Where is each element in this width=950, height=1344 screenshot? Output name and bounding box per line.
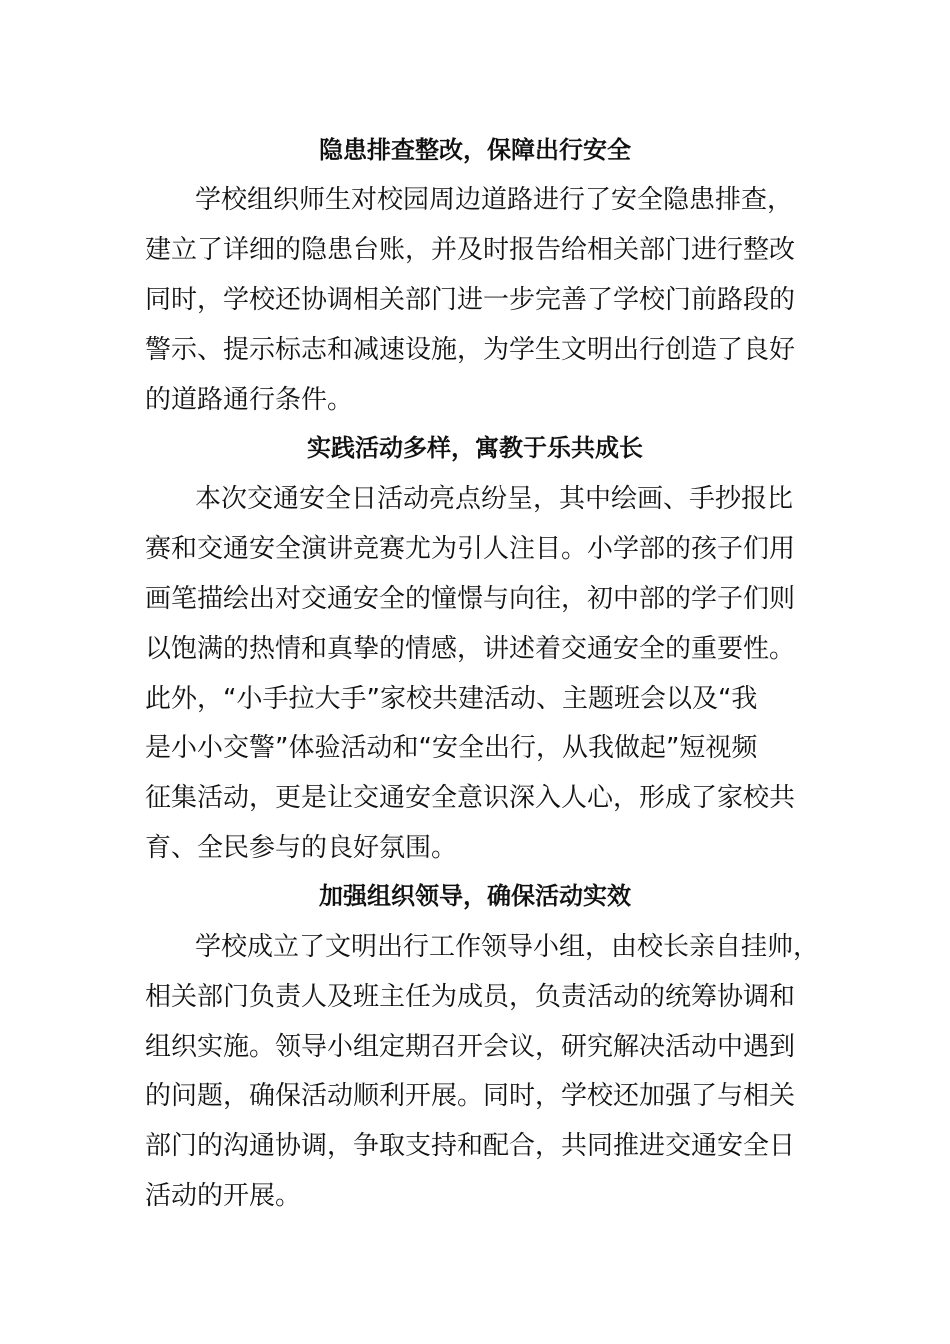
paragraph-line: 赛和交通安全演讲竞赛尤为引人注目。小学部的孩子们用: [145, 534, 796, 564]
paragraph-line: 的问题，确保活动顺利开展。同时，学校还加强了与相关: [145, 1081, 796, 1111]
paragraph-line: 活动的开展。: [145, 1181, 302, 1211]
paragraph-line: 育、全民参与的良好氛围。: [145, 833, 458, 863]
paragraph-line: 是小小交警”体验活动和“安全出行，从我做起”短视频: [145, 733, 758, 763]
paragraph-line: 同时，学校还协调相关部门进一步完善了学校门前路段的: [145, 285, 796, 315]
paragraph-line: 此外，“小手拉大手”家校共建活动、主题班会以及“我: [145, 684, 758, 714]
paragraph-line: 相关部门负责人及班主任为成员，负责活动的统筹协调和: [145, 982, 796, 1012]
paragraph-line: 征集活动，更是让交通安全意识深入人心，形成了家校共: [145, 783, 796, 813]
paragraph-line: 本次交通安全日活动亮点纷呈，其中绘画、手抄报比: [195, 484, 794, 514]
paragraph-line: 警示、提示标志和减速设施，为学生文明出行创造了良好: [145, 335, 796, 365]
paragraph-line: 组织实施。领导小组定期召开会议，研究解决活动中遇到: [145, 1032, 796, 1062]
section-heading-safety-hazards: 隐患排查整改，保障出行安全: [319, 136, 631, 164]
paragraph-line: 画笔描绘出对交通安全的憧憬与向往，初中部的学子们则: [145, 584, 796, 614]
paragraph-line: 学校组织师生对校园周边道路进行了安全隐患排查，: [195, 185, 794, 215]
paragraph-line: 部门的沟通协调，争取支持和配合，共同推进交通安全日: [145, 1131, 796, 1161]
paragraph-line: 的道路通行条件。: [145, 385, 354, 415]
paragraph-line: 建立了详细的隐患台账，并及时报告给相关部门进行整改: [145, 235, 796, 265]
section-heading-organization: 加强组织领导，确保活动实效: [319, 882, 631, 910]
paragraph-line: 学校成立了文明出行工作领导小组，由校长亲自挂帅，: [195, 932, 820, 962]
paragraph-line: 以饱满的热情和真挚的情感，讲述着交通安全的重要性。: [145, 634, 796, 664]
section-heading-practice-activities: 实践活动多样，寓教于乐共成长: [307, 434, 643, 462]
